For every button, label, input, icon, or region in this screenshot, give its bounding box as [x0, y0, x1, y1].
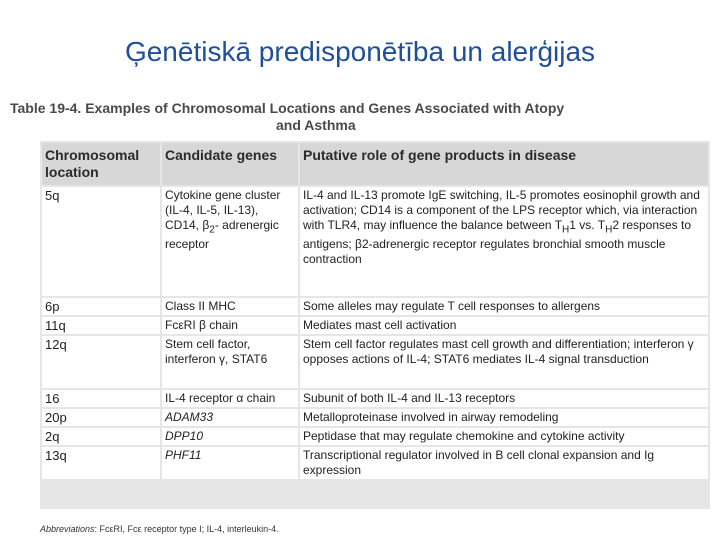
- table-caption-line2: and Asthma: [276, 117, 356, 133]
- table-caption-line1: Table 19-4. Examples of Chromosomal Locations and Genes Associated with Atopy: [10, 100, 565, 116]
- gene-table: [40, 141, 710, 481]
- genes-text-a: Cytokine gene cluster (IL-4, IL-5, IL-13), CD14, β: [165, 188, 281, 232]
- cell-genes: PHF11: [162, 447, 298, 479]
- cell-location: 16: [42, 390, 160, 407]
- table-header-row: [42, 143, 708, 185]
- table-row: [42, 409, 708, 426]
- table-row: [42, 317, 708, 334]
- role-subscript-1: H: [562, 224, 570, 236]
- role-text-c: 2 responses to antigens; β2-adrenergic receptor regulates bronchial smooth muscle contraction: [303, 218, 692, 267]
- table-row: [42, 390, 708, 407]
- cell-role: Subunit of both IL-4 and IL-13 receptors: [300, 390, 708, 407]
- cell-genes: ADAM33: [162, 409, 298, 426]
- table-row: [42, 298, 708, 315]
- cell-genes: Class II MHC: [162, 298, 298, 315]
- cell-role: Some alleles may regulate T cell responses to allergens: [300, 298, 708, 315]
- cell-genes: Stem cell factor, interferon γ, STAT6: [162, 336, 298, 388]
- table-row: [42, 336, 708, 388]
- genes-subscript: 2: [209, 224, 215, 236]
- header-putative-role: Putative role of gene products in disease: [300, 143, 708, 185]
- abbreviations-note: [40, 524, 279, 534]
- header-candidate-genes: Candidate genes: [162, 143, 298, 185]
- cell-location: 13q: [42, 447, 160, 479]
- cell-location: 11q: [42, 317, 160, 334]
- cell-location: 12q: [42, 336, 160, 388]
- cell-role: Mediates mast cell activation: [300, 317, 708, 334]
- role-subscript-2: H: [605, 224, 613, 236]
- role-text-b: 1 vs. T: [569, 218, 606, 232]
- cell-genes: IL-4 receptor α chain: [162, 390, 298, 407]
- table-row: [42, 187, 708, 296]
- abbreviations-text: : FcεRI, Fcε receptor type I; IL-4, interleukin-4.: [94, 524, 279, 534]
- cell-role: Stem cell factor regulates mast cell growth and differentiation; interferon γ opposes actions of IL-4; STAT6 mediates IL-4 signal transduction: [300, 336, 708, 388]
- cell-genes: DPP10: [162, 428, 298, 445]
- header-chromosomal-location: Chromosomal location: [42, 143, 160, 185]
- cell-role: Transcriptional regulator involved in B cell clonal expansion and Ig expression: [300, 447, 708, 479]
- table-row: [42, 447, 708, 479]
- table-caption: [10, 100, 710, 134]
- cell-location: 6p: [42, 298, 160, 315]
- cell-location: 20p: [42, 409, 160, 426]
- cell-location: 2q: [42, 428, 160, 445]
- cell-location: 5q: [42, 187, 160, 296]
- abbreviations-label: Abbreviations: [40, 524, 95, 534]
- cell-genes: [162, 187, 298, 296]
- role-text-a: IL-4 and IL-13 promote IgE switching, IL-5 promotes eosinophil growth and activation; CD14 is a component of the LPS receptor which, via interaction with TLR4, may influence the balance between T: [303, 188, 700, 232]
- slide-title: Ģenētiskā predisponētība un alerģijas: [124, 36, 596, 67]
- cell-role: Peptidase that may regulate chemokine and cytokine activity: [300, 428, 708, 445]
- cell-genes: FcεRI β chain: [162, 317, 298, 334]
- genes-text-b: - adrenergic receptor: [165, 218, 279, 252]
- cell-role: Metalloproteinase involved in airway remodeling: [300, 409, 708, 426]
- cell-role: [300, 187, 708, 296]
- table-row: [42, 428, 708, 445]
- gene-table-container: [40, 141, 710, 509]
